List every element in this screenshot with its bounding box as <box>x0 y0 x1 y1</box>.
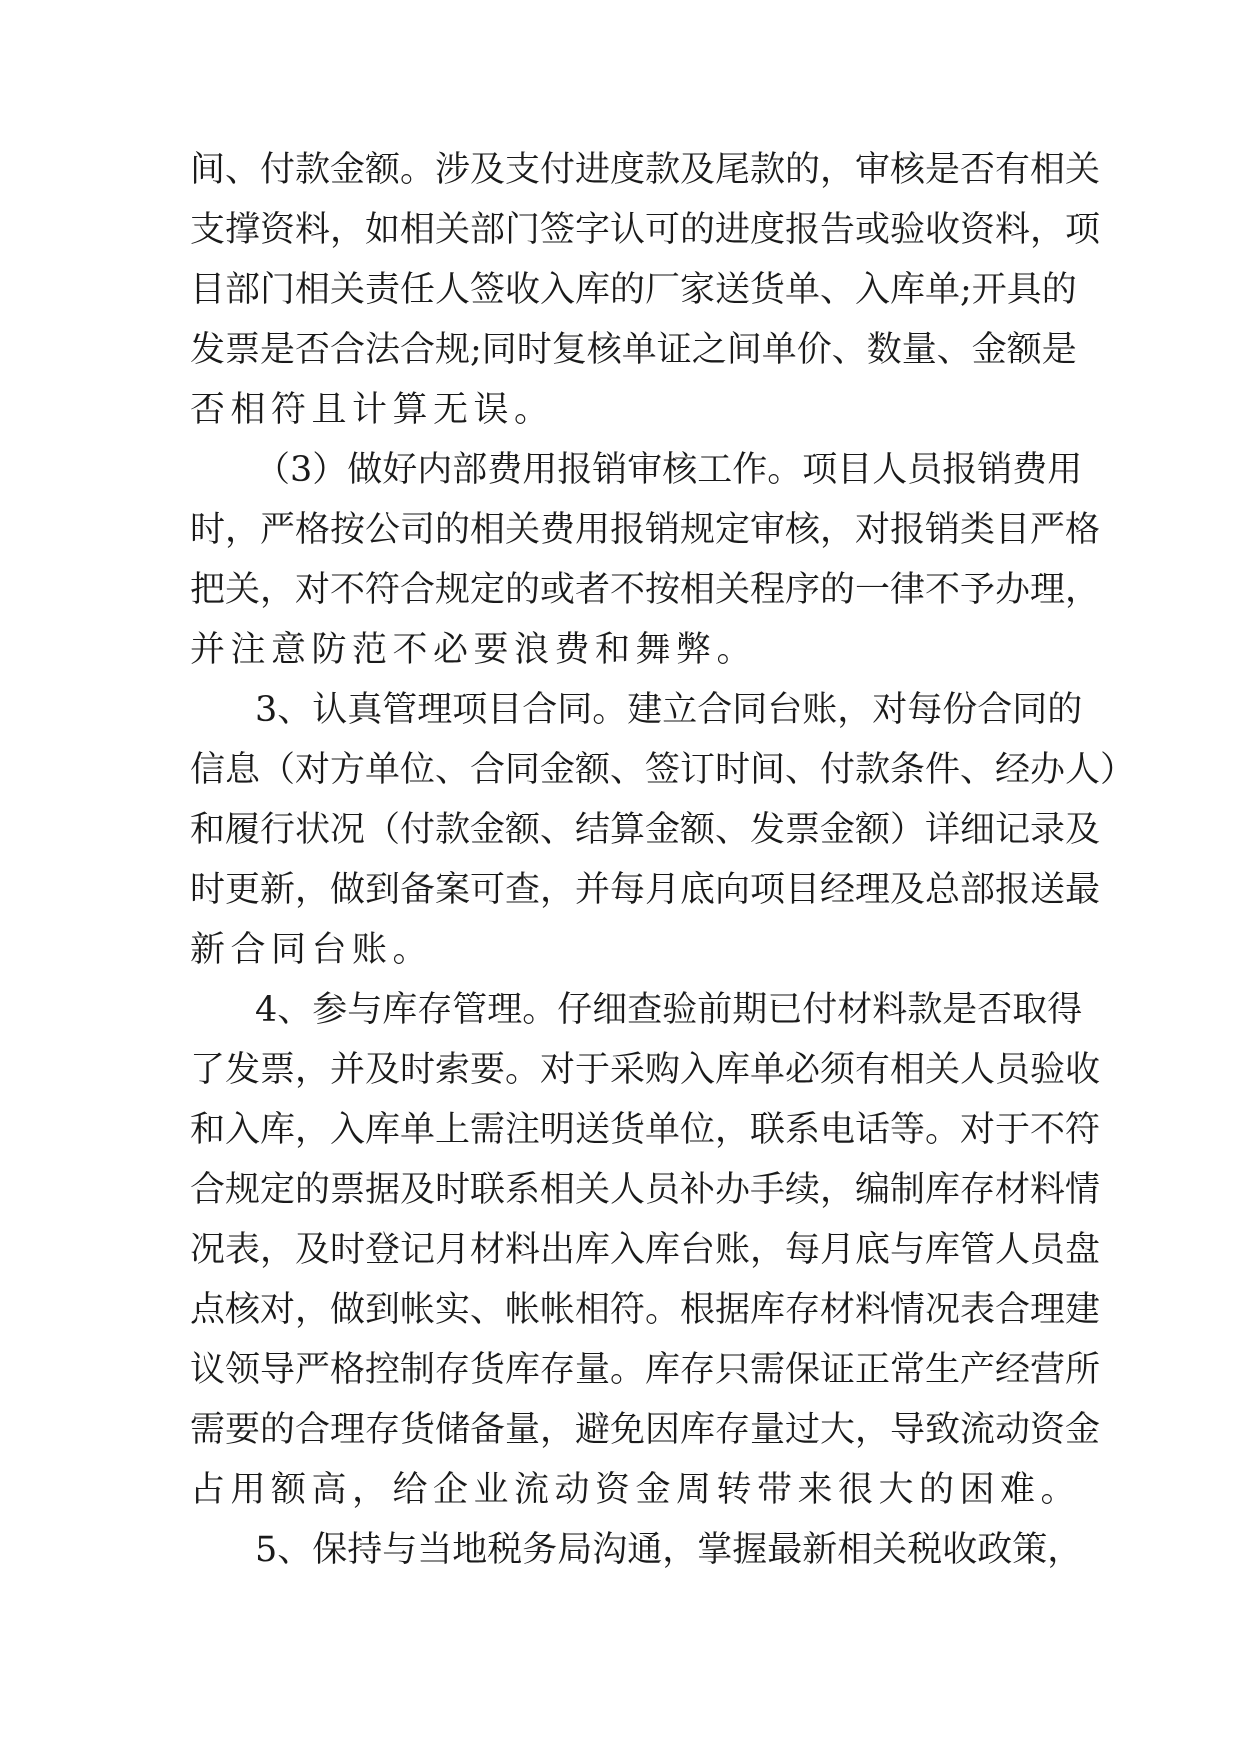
paragraph-start-line: 4、参与库存管理。仔细查验前期已付材料款是否取得 <box>255 990 1083 1030</box>
text-line: 合规定的票据及时联系相关人员补办手续，编制库存材料情 <box>190 1170 1101 1210</box>
text-line: 间、付款金额。涉及支付进度款及尾款的，审核是否有相关 <box>190 150 1101 190</box>
text-line: 和入库，入库单上需注明送货单位，联系电话等。对于不符 <box>190 1110 1101 1150</box>
text-line: 把关，对不符合规定的或者不按相关程序的一律不予办理， <box>190 570 1101 610</box>
text-line: 议领导严格控制存货库存量。库存只需保证正常生产经营所 <box>190 1350 1101 1390</box>
text-line: 信息（对方单位、合同金额、签订时间、付款条件、经办人） <box>190 750 1136 790</box>
paragraph-start-line: 5、保持与当地税务局沟通，掌握最新相关税收政策， <box>255 1530 1083 1570</box>
text-line: 发票是否合法合规;同时复核单证之间单价、数量、金额是 <box>190 330 1077 370</box>
text-line: 目部门相关责任人签收入库的厂家送货单、入库单;开具的 <box>190 270 1077 310</box>
text-line: 时更新，做到备案可查，并每月底向项目经理及总部报送最 <box>190 870 1101 910</box>
text-line: 占用额高，给企业流动资金周转带来很大的困难。 <box>190 1470 1082 1510</box>
text-line: 否相符且计算无误。 <box>190 390 555 430</box>
text-line: 需要的合理存货储备量，避免因库存量过大，导致流动资金 <box>190 1410 1101 1450</box>
paragraph-start-line: （3）做好内部费用报销审核工作。项目人员报销费用 <box>255 450 1083 490</box>
paragraph-start-line: 3、认真管理项目合同。建立合同台账，对每份合同的 <box>255 690 1083 730</box>
text-line: 支撑资料，如相关部门签字认可的进度报告或验收资料，项 <box>190 210 1101 250</box>
text-line: 新合同台账。 <box>190 930 434 970</box>
text-line: 点核对，做到帐实、帐帐相符。根据库存材料情况表合理建 <box>190 1290 1101 1330</box>
text-line: 和履行状况（付款金额、结算金额、发票金额）详细记录及 <box>190 810 1101 850</box>
text-line: 了发票，并及时索要。对于采购入库单必须有相关人员验收 <box>190 1050 1101 1090</box>
text-line: 并注意防范不必要浪费和舞弊。 <box>190 630 758 670</box>
text-line: 时，严格按公司的相关费用报销规定审核，对报销类目严格 <box>190 510 1101 550</box>
text-line: 况表，及时登记月材料出库入库台账，每月底与库管人员盘 <box>190 1230 1101 1270</box>
